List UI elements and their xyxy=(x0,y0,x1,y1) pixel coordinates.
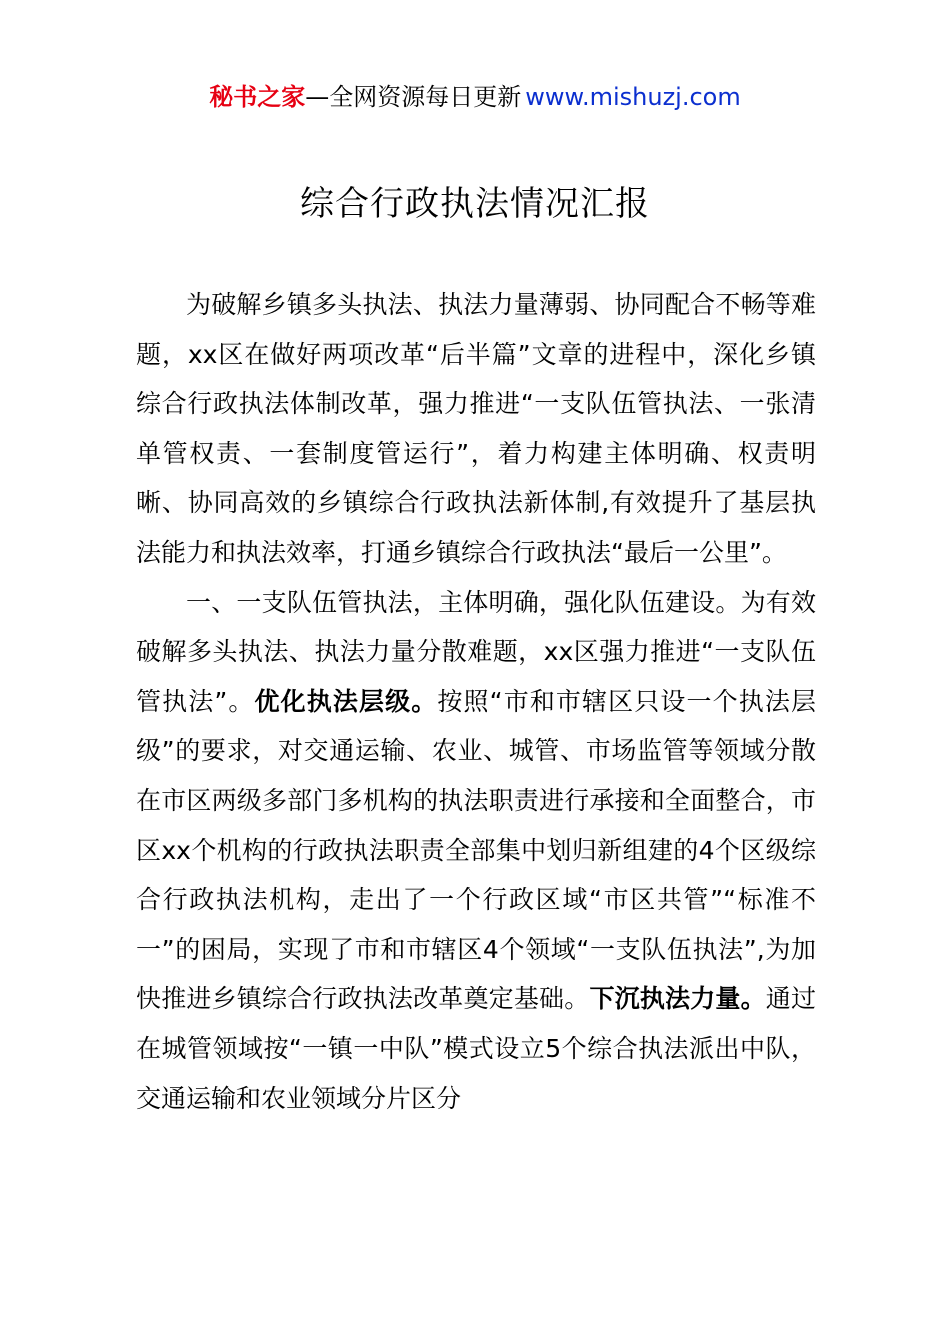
document-title: 综合行政执法情况汇报 xyxy=(300,184,650,224)
section-text-1: 按照“市和市辖区只设一个执法层级”的要求，对交通运输、农业、城管、市场监管等领域分散在市区两级多部门多机构的执法职责进行承接和全面整合，市区xx个机构的行政执法职责全部集中划归新组建的4个区级综合行政执法机构，走出了一个行政区域“市区共管”“标准不一”的困局，实现了市和市辖区4个领域“一支队伍执法”,为加快推进乡镇综合行政执法改革奠定基础。 xyxy=(136,686,817,1014)
site-link[interactable]: www.mishuzj.com xyxy=(525,83,741,111)
document-body xyxy=(136,280,816,1123)
brand-name: 秘书之家 xyxy=(209,83,306,111)
header-tagline: —全网资源每日更新 xyxy=(305,83,522,111)
section-intro: 为有效破解多头执法、执法力量分散难题，xx区强力推进“一支队伍管执法”。 xyxy=(136,587,816,716)
bold-subheading-1: 优化执法层级。 xyxy=(254,686,438,716)
section-heading: 一、一支队伍管执法，主体明确，强化队伍建设。 xyxy=(186,587,741,617)
site-header xyxy=(0,80,950,114)
bold-subheading-2: 下沉执法力量。 xyxy=(589,984,766,1014)
paragraph-section-one xyxy=(136,578,816,1124)
paragraph-intro: 为破解乡镇多头执法、执法力量薄弱、协同配合不畅等难题，xx区在做好两项改革“后半篇”文章的进程中，深化乡镇综合行政执法体制改革，强力推进“一支队伍管执法、一张清单管权责、一套制度管运行”，着力构建主体明确、权责明晰、协同高效的乡镇综合行政执法新体制,有效提升了基层执法能力和执法效率，打通乡镇综合行政执法“最后一公里”。 xyxy=(136,290,816,567)
section-text-2: 通过在城管领域按“一镇一中队”模式设立5个综合执法派出中队，交通运输和农业领域分片区分 xyxy=(136,984,816,1113)
